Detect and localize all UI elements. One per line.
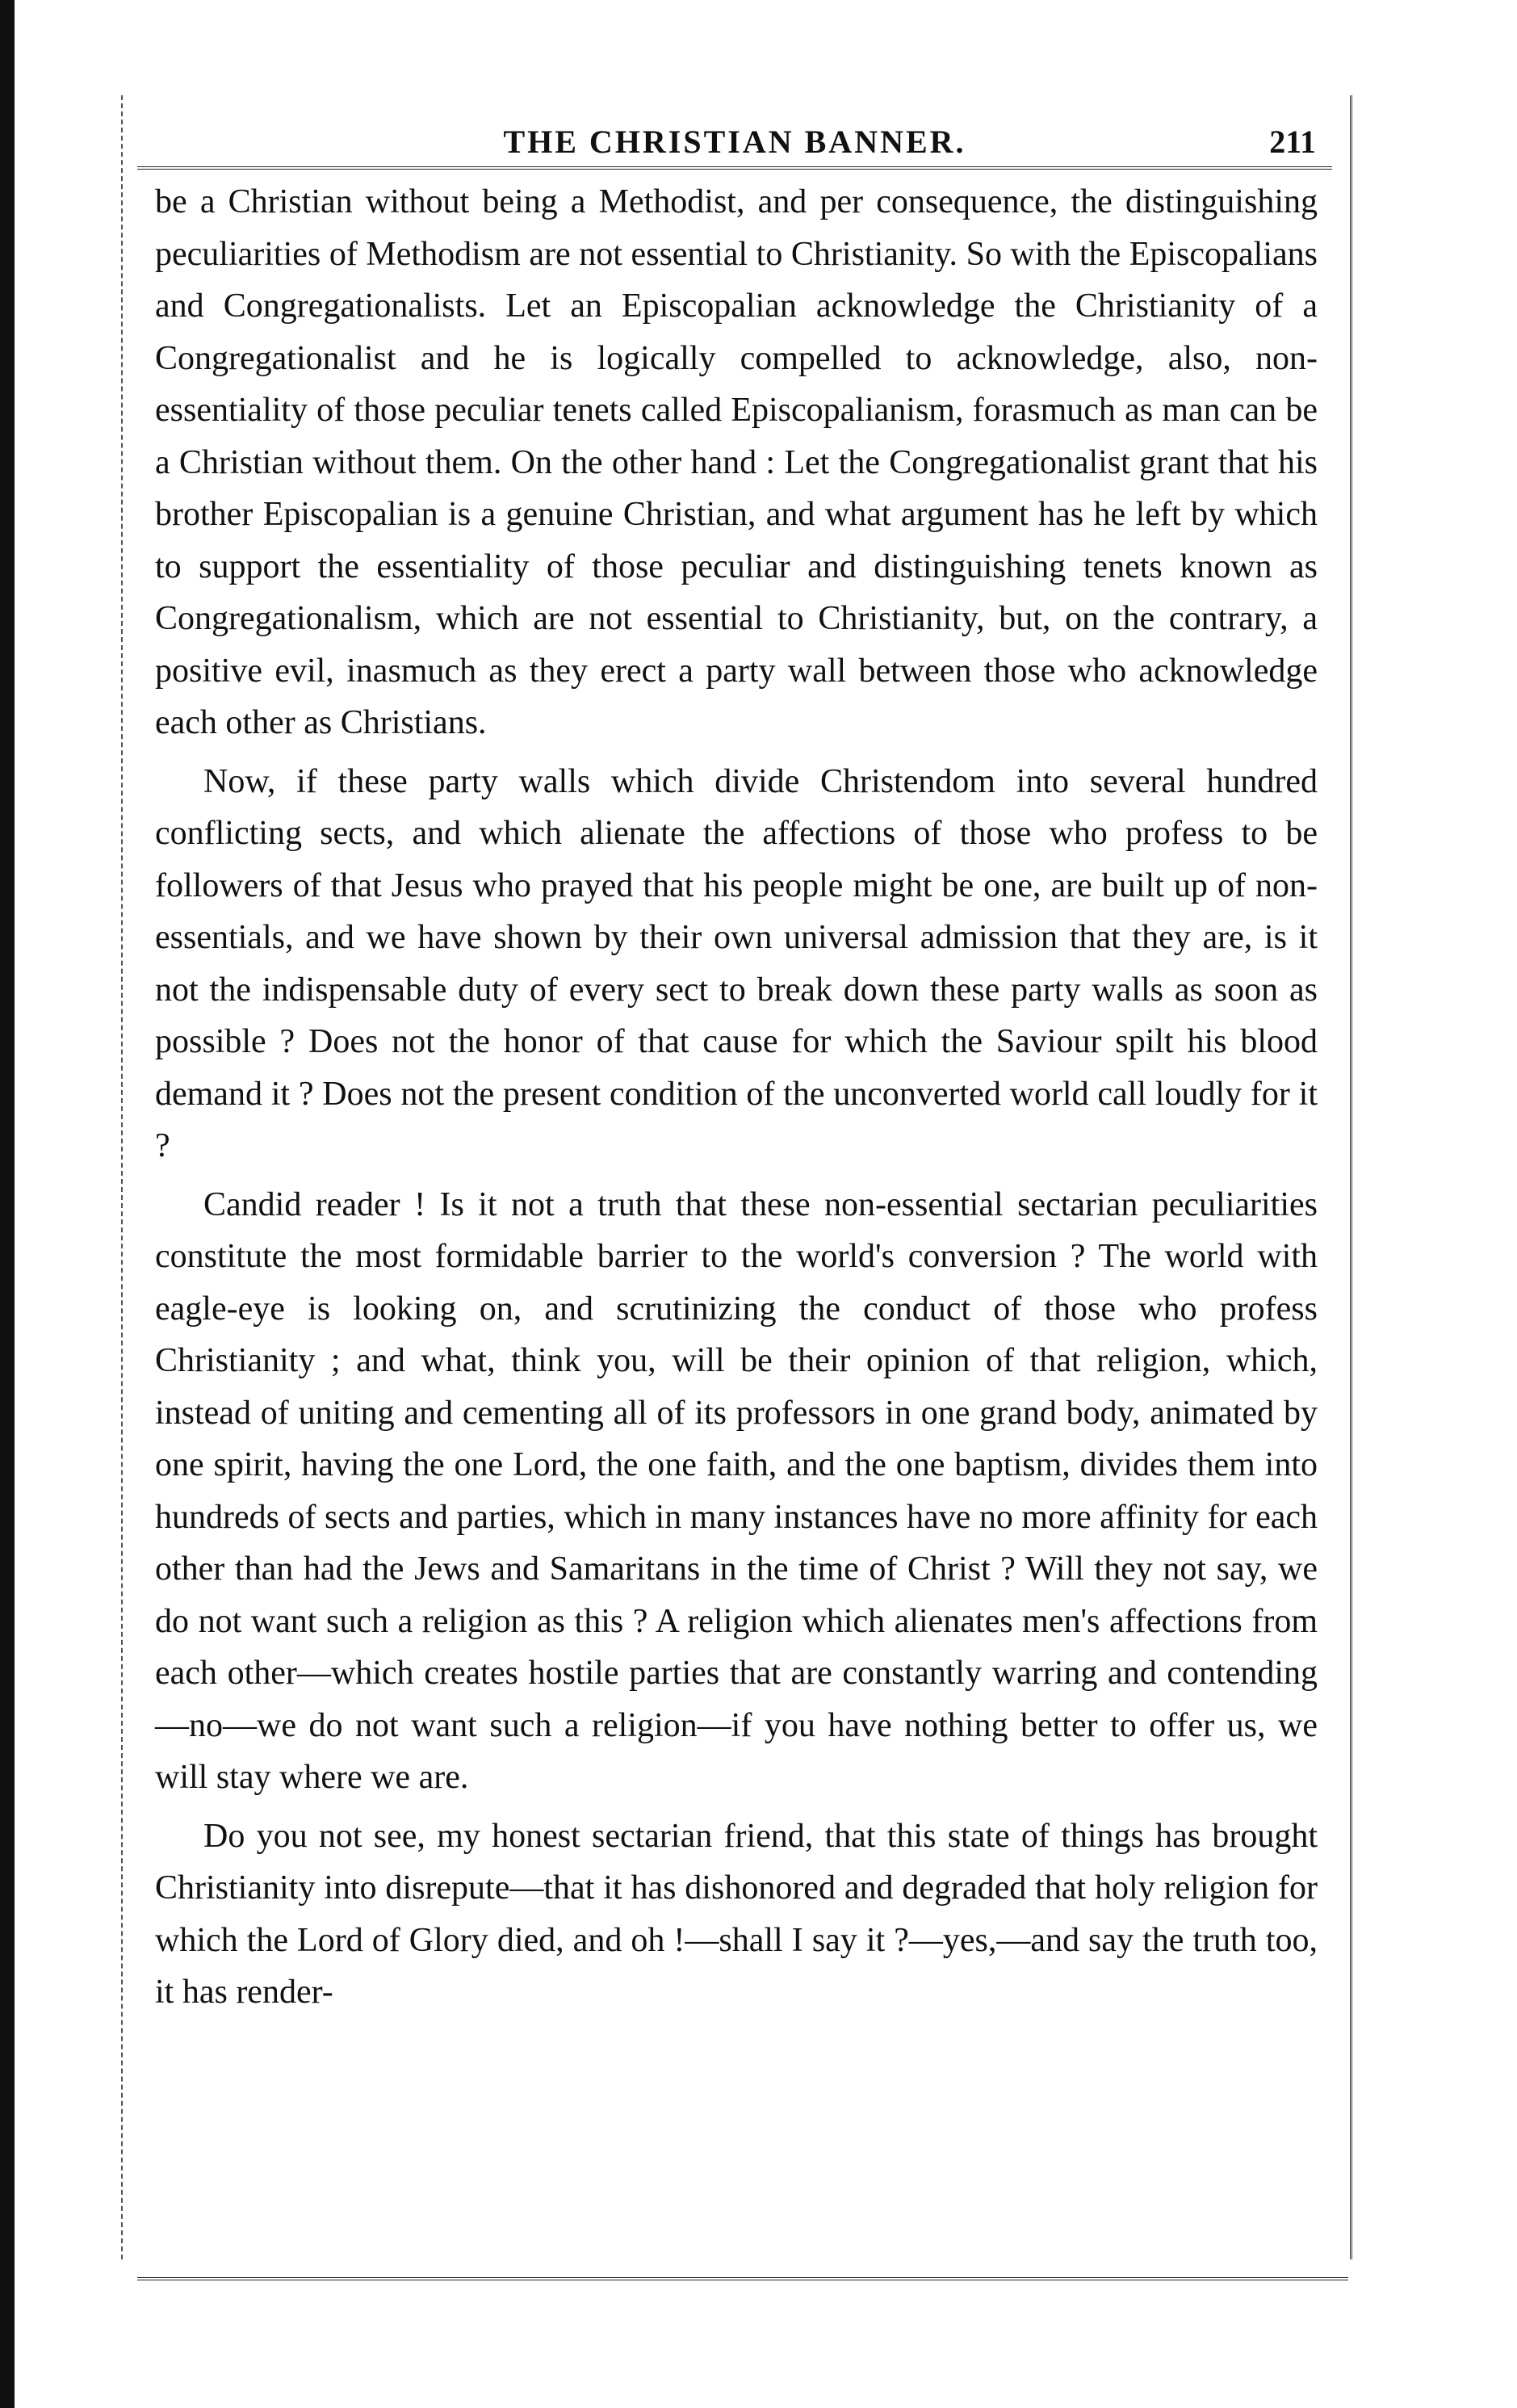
paragraph-3: Candid reader ! Is it not a truth that these non-essential sectarian peculiarities constitute the most formidable barrier to the world's conversion ? The world with eagle-eye is looking on, and scrutinizing the conduct of those who profess Christianity ; and what, think you, will be their opinion of that religion, which, instead of uniting and cementing all of its professors in one grand body, animated by one spirit, having the one Lord, the one faith, and the one baptism, divides them into hundreds of sects and parties, which in many instances have no more affinity for each other than had the Jews and Samaritans in the time of Christ ? Will they not say, we do not want such a religion as this ? A religion which alienates men's affections from each other—which creates hostile parties that are constantly warring and contending—no—we do not want such a religion—if you have nothing better to offer us, we will stay where we are. [155, 1185, 1318, 1796]
article-body [155, 176, 1318, 2025]
scan-edge-bar [0, 0, 15, 2408]
paragraph-2: Now, if these party walls which divide Christendom into several hundred conflicting sects, and which alienate the affections of those who profess to be followers of that Jesus who prayed that his people might be one, are built up of non-essentials, and we have shown by their own universal admission that they are, is it not the indispensable duty of every sect to break down these party walls as soon as possible ? Does not the honor of that cause for which the Saviour spilt his blood demand it ? Does not the present condition of the unconverted world call loudly for it ? [155, 762, 1318, 1164]
paragraph-1: be a Christian without being a Methodist, and per consequence, the distinguishing peculiarities of Methodism are not essential to Christianity. So with the Episcopalians and Congregationalists. Let an Episcopalian acknowledge the Christianity of a Congregationalist and he is logically compelled to acknowledge, also, non-essentiality of those peculiar tenets called Episcopalianism, forasmuch as man can be a Christian without them. On the other hand : Let the Congregationalist grant that his brother Episcopalian is a genuine Christian, and what argument has he left by which to support the essentiality of those peculiar and distinguishing tenets known as Congregationalism, which are not essential to Christianity, but, on the contrary, a positive evil, inasmuch as they erect a party wall between those who acknowledge each other as Christians. [155, 183, 1318, 741]
page-number: 211 [1269, 124, 1316, 160]
bottom-rule [137, 2277, 1348, 2280]
paragraph-4: Do you not see, my honest sectarian friend, that this state of things has brought Christianity into disrepute—that it has dishonored and degraded that holy religion for which the Lord of Glory died, and oh !—shall I say it ?—yes,—and say the truth too, it has render- [155, 1817, 1318, 2011]
running-title: THE CHRISTIAN BANNER. [503, 124, 966, 160]
page-header [137, 113, 1332, 170]
